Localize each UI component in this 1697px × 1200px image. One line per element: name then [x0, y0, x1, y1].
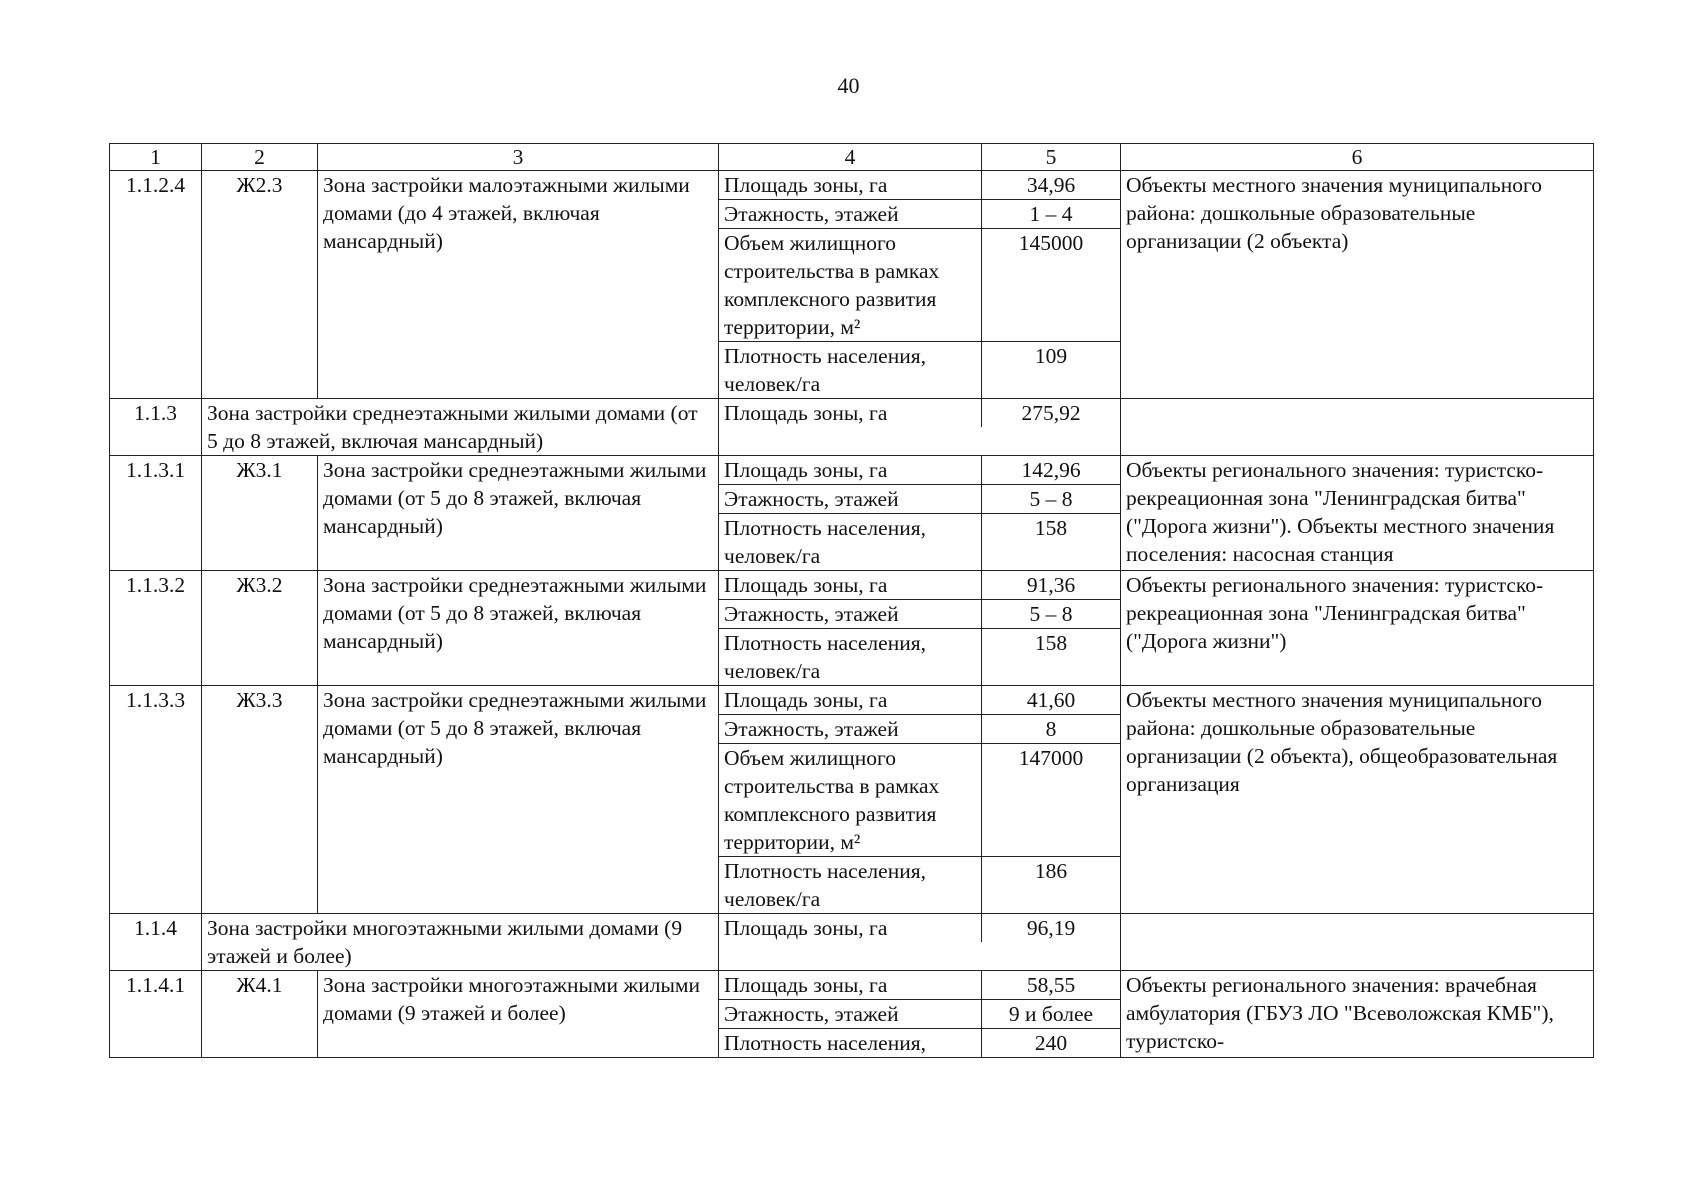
parameter-value: 96,19	[1026, 916, 1076, 940]
parameter-row	[719, 600, 1120, 629]
parameter-row	[719, 456, 1120, 485]
parameter-value: 58,55	[1026, 973, 1076, 997]
header-cell-1: 1	[110, 144, 202, 171]
objects-description: Объекты местного значения муниципального района: дошкольные образовательные организации (2 объекта), общеобразовательная организация	[1121, 686, 1594, 914]
parameters-cell	[719, 171, 1121, 399]
parameter-value: 5 – 8	[982, 600, 1121, 629]
parameter-row	[719, 744, 1120, 857]
parameter-name: Плотность населения, человек/га	[719, 857, 982, 914]
zone-code: Ж4.1	[202, 971, 318, 1058]
parameter-row	[719, 171, 1120, 200]
parameter-value: 145000	[982, 229, 1121, 342]
objects-description: Объекты регионального значения: врачебная амбулатория (ГБУЗ ЛО "Всеволожская КМБ"), туристско-	[1121, 971, 1594, 1058]
parameter-name: Этажность, этажей	[719, 200, 982, 229]
objects-description: Объекты местного значения муниципального района: дошкольные образовательные организации (2 объекта)	[1121, 171, 1594, 399]
parameter-name: Этажность, этажей	[719, 600, 982, 629]
parameter-value: 142,96	[1021, 458, 1081, 482]
parameter-name: Этажность, этажей	[719, 1000, 982, 1029]
parameters-cell	[719, 686, 1121, 914]
header-cell-4-5	[719, 144, 1121, 171]
parameter-value: 240	[982, 1029, 1121, 1058]
parameter-row	[719, 1000, 1120, 1029]
parameter-row	[719, 971, 1120, 1000]
parameter-value: 8	[982, 715, 1121, 744]
parameters-cell	[719, 914, 1121, 971]
row-number: 1.1.3.3	[110, 686, 202, 914]
table-row	[110, 971, 1594, 1058]
parameter-value: 275,92	[1021, 401, 1081, 425]
row-number: 1.1.3	[110, 399, 202, 456]
parameter-row	[719, 485, 1120, 514]
header-row	[110, 144, 1594, 171]
parameter-value: 158	[982, 629, 1121, 686]
parameter-name: Этажность, этажей	[719, 485, 982, 514]
table-row	[110, 171, 1594, 399]
objects-description: Объекты регионального значения: туристско-рекреационная зона "Ленинградская битва" ("Дорога жизни"). Объекты местного значения поселения: насосная станция	[1121, 456, 1594, 571]
parameter-row	[719, 914, 1120, 942]
table-row	[110, 571, 1594, 686]
zone-group-name: Зона застройки среднеэтажными жилыми домами (от 5 до 8 этажей, включая мансардный)	[202, 399, 719, 456]
parameter-value: 34,96	[1026, 173, 1076, 197]
parameter-name: Плотность населения, человек/га	[719, 342, 982, 399]
parameter-name: Площадь зоны, га	[719, 171, 982, 200]
parameter-row	[719, 1029, 1120, 1058]
parameter-value: 158	[982, 514, 1121, 571]
parameter-name: Площадь зоны, га	[719, 571, 982, 600]
zone-code: Ж3.3	[202, 686, 318, 914]
parameter-name: Плотность населения, человек/га	[719, 514, 982, 571]
parameter-row	[719, 514, 1120, 571]
parameter-value: 91,36	[1026, 573, 1076, 597]
parameters-cell	[719, 456, 1121, 571]
zone-code: Ж3.2	[202, 571, 318, 686]
parameter-value: 147000	[982, 744, 1121, 857]
zone-code: Ж2.3	[202, 171, 318, 399]
parameters-cell	[719, 399, 1121, 456]
parameter-row	[719, 399, 1120, 427]
zone-name: Зона застройки среднеэтажными жилыми домами (от 5 до 8 этажей, включая мансардный)	[318, 456, 719, 571]
parameter-name: Плотность населения, человек/га	[719, 629, 982, 686]
parameter-name: Объем жилищного строительства в рамках комплексного развития территории, м²	[719, 229, 982, 342]
zone-name: Зона застройки малоэтажными жилыми домами (до 4 этажей, включая мансардный)	[318, 171, 719, 399]
row-number: 1.1.3.2	[110, 571, 202, 686]
parameters-cell	[719, 971, 1121, 1058]
parameter-name: Плотность населения,	[719, 1029, 982, 1058]
parameter-name: Объем жилищного строительства в рамках комплексного развития территории, м²	[719, 744, 982, 857]
parameter-row	[719, 629, 1120, 686]
zone-name: Зона застройки среднеэтажными жилыми домами (от 5 до 8 этажей, включая мансардный)	[318, 571, 719, 686]
header-cell-2: 2	[202, 144, 318, 171]
parameter-row	[719, 686, 1120, 715]
parameter-row	[719, 200, 1120, 229]
zones-table	[109, 143, 1594, 1058]
parameter-value: 41,60	[1026, 688, 1076, 712]
header-cell-3: 3	[318, 144, 719, 171]
parameter-value: 9 и более	[982, 1000, 1121, 1029]
header-cell-4: 4	[719, 144, 982, 170]
row-number: 1.1.4	[110, 914, 202, 971]
parameter-name: Площадь зоны, га	[719, 914, 982, 942]
parameter-value: 5 – 8	[982, 485, 1121, 514]
zone-code: Ж3.1	[202, 456, 318, 571]
header-cell-6: 6	[1121, 144, 1594, 171]
parameter-row	[719, 715, 1120, 744]
row-number: 1.1.2.4	[110, 171, 202, 399]
parameter-value: 1 – 4	[982, 200, 1121, 229]
parameter-name: Площадь зоны, га	[719, 971, 982, 1000]
parameter-row	[719, 229, 1120, 342]
parameter-row	[719, 342, 1120, 399]
table-row	[110, 686, 1594, 914]
parameters-cell	[719, 571, 1121, 686]
row-number: 1.1.4.1	[110, 971, 202, 1058]
table-row	[110, 456, 1594, 571]
table-row	[110, 914, 1594, 971]
parameter-value: 109	[982, 342, 1121, 399]
zone-group-name: Зона застройки многоэтажными жилыми домами (9 этажей и более)	[202, 914, 719, 971]
zone-name: Зона застройки многоэтажными жилыми домами (9 этажей и более)	[318, 971, 719, 1058]
parameter-name: Площадь зоны, га	[719, 456, 982, 485]
header-cell-5: 5	[1045, 145, 1057, 169]
zone-name: Зона застройки среднеэтажными жилыми домами (от 5 до 8 этажей, включая мансардный)	[318, 686, 719, 914]
parameter-row	[719, 571, 1120, 600]
parameter-row	[719, 857, 1120, 914]
parameter-name: Площадь зоны, га	[719, 686, 982, 715]
objects-description: Объекты регионального значения: туристско-рекреационная зона "Ленинградская битва" ("Дорога жизни")	[1121, 571, 1594, 686]
objects-description	[1121, 399, 1594, 456]
parameter-name: Этажность, этажей	[719, 715, 982, 744]
parameter-name: Площадь зоны, га	[719, 399, 982, 427]
table-row	[110, 399, 1594, 456]
objects-description	[1121, 914, 1594, 971]
row-number: 1.1.3.1	[110, 456, 202, 571]
page-number: 40	[837, 73, 860, 98]
parameter-value: 186	[982, 857, 1121, 914]
